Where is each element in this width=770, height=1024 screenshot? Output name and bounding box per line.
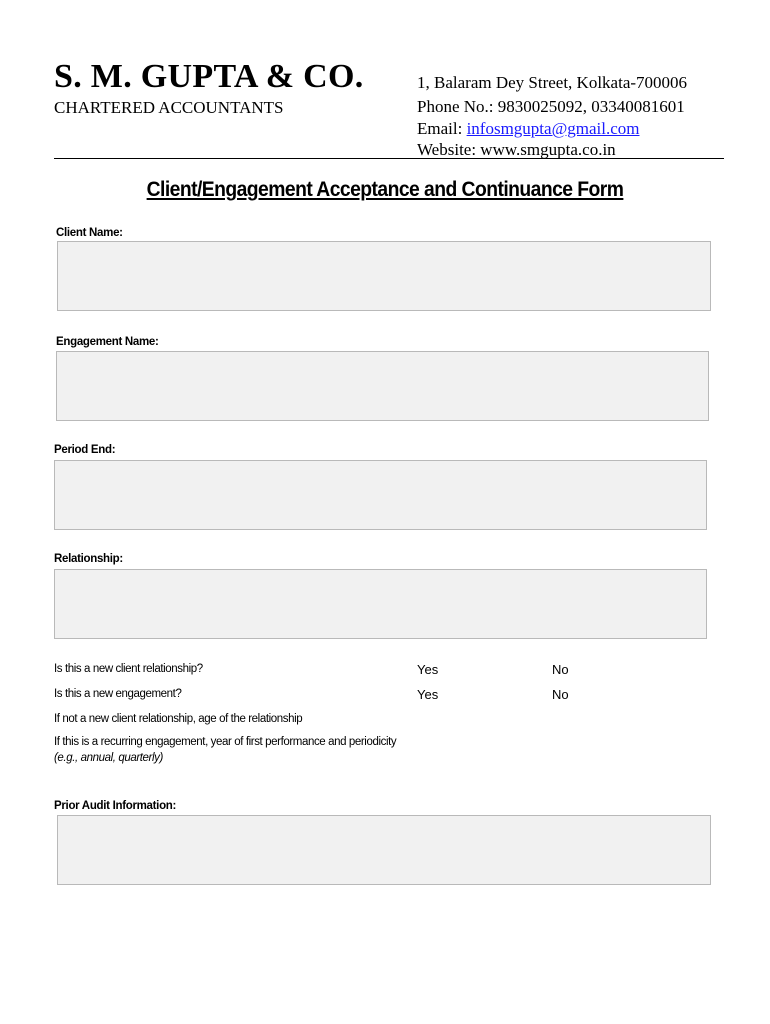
relationship-label: Relationship: — [54, 553, 123, 565]
period-end-field[interactable] — [54, 460, 707, 530]
period-end-label: Period End: — [54, 444, 116, 456]
firm-tagline: CHARTERED ACCOUNTANTS — [54, 98, 284, 117]
firm-email-line — [417, 119, 639, 139]
recurring-engagement-question: If this is a recurring engagement, year of first performance and periodicity — [54, 736, 397, 748]
client-name-label: Client Name: — [56, 227, 123, 239]
form-title: Client/Engagement Acceptance and Continuance Form — [146, 178, 624, 201]
header-divider — [54, 158, 724, 159]
firm-phone: Phone No.: 9830025092, 03340081601 — [417, 97, 685, 116]
new-engagement-question: Is this a new engagement? — [54, 688, 182, 700]
recurring-engagement-hint: (e.g., annual, quarterly) — [54, 752, 163, 764]
new-client-question: Is this a new client relationship? — [54, 663, 203, 675]
email-link[interactable]: infosmgupta@gmail.com — [466, 119, 640, 138]
new-engagement-yes-option[interactable]: Yes — [417, 687, 439, 702]
engagement-name-label: Engagement Name: — [56, 336, 159, 348]
firm-website: Website: www.smgupta.co.in — [417, 140, 616, 159]
firm-address: 1, Balaram Dey Street, Kolkata-700006 — [417, 73, 688, 92]
new-client-no-option[interactable]: No — [552, 662, 569, 677]
client-name-field[interactable] — [57, 241, 711, 311]
relationship-age-question: If not a new client relationship, age of the relationship — [54, 713, 303, 725]
prior-audit-field[interactable] — [57, 815, 711, 885]
new-engagement-no-option[interactable]: No — [552, 687, 569, 702]
firm-name: S. M. GUPTA & CO. — [54, 58, 364, 95]
new-client-yes-option[interactable]: Yes — [417, 662, 439, 677]
engagement-name-field[interactable] — [56, 351, 709, 421]
relationship-field[interactable] — [54, 569, 707, 639]
prior-audit-label: Prior Audit Information: — [54, 800, 177, 812]
email-label: Email: — [417, 119, 467, 138]
